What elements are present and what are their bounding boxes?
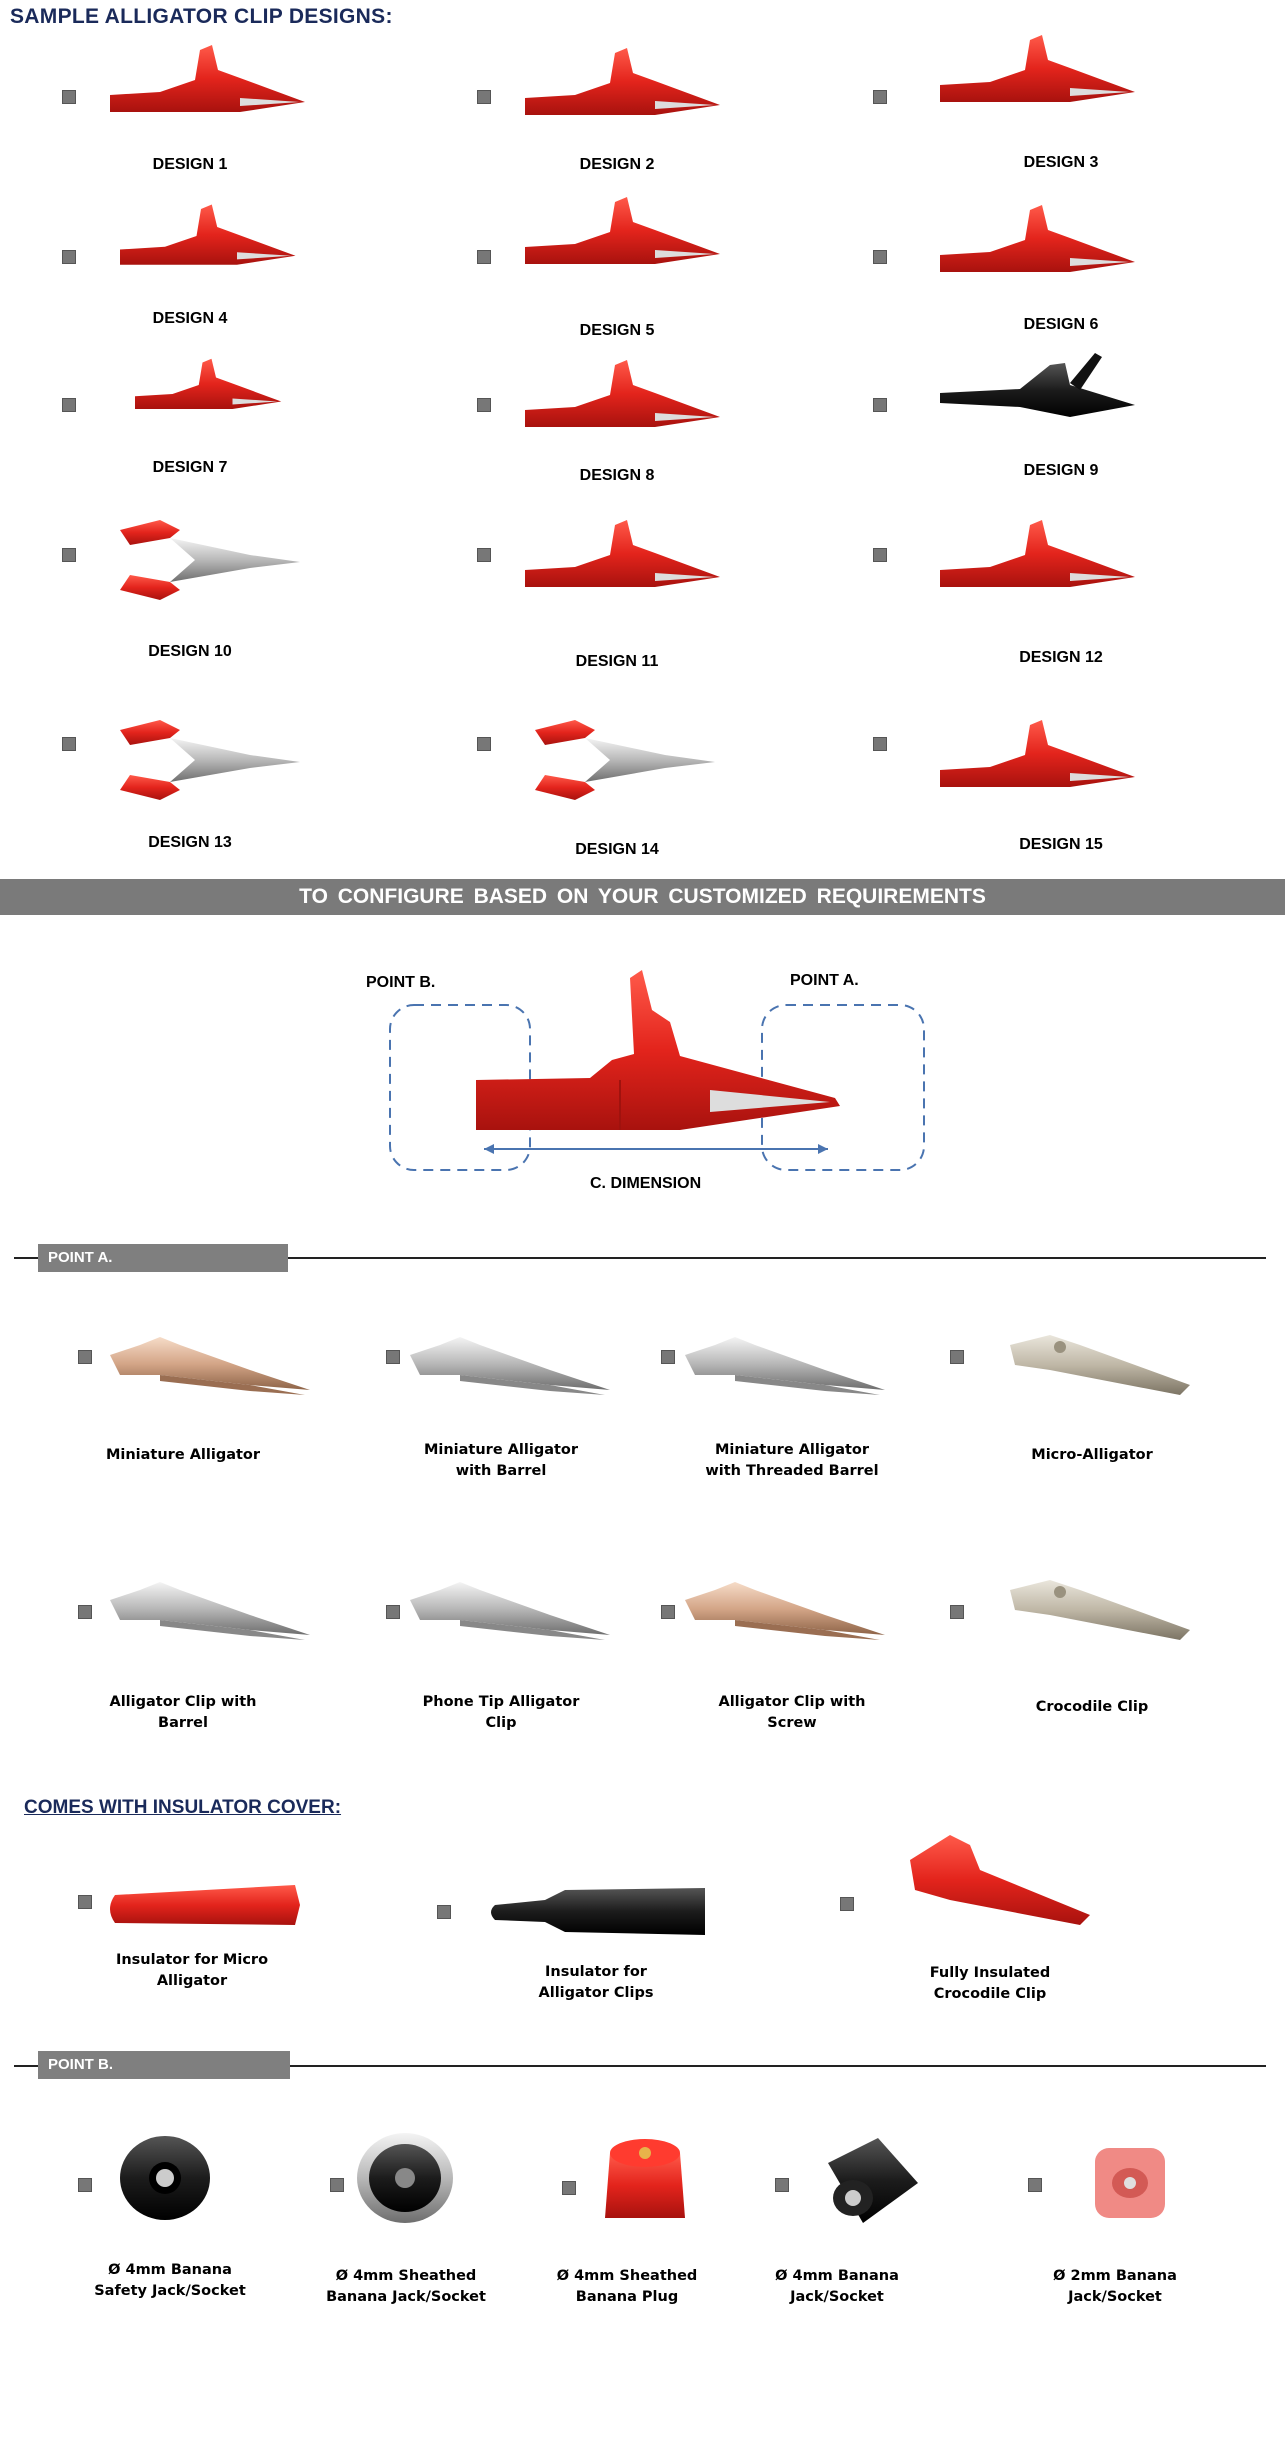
design-4-label: DESIGN 4 (152, 310, 228, 327)
design-14-image (515, 690, 735, 830)
point-b-item-4-checkbox[interactable] (775, 2178, 789, 2192)
point-b-item-1-image (105, 2123, 225, 2243)
point-a-item-5-checkbox[interactable] (78, 1605, 92, 1619)
point-a-item-2-image (400, 1300, 620, 1430)
design-13-checkbox[interactable] (62, 737, 76, 751)
point-b-item-2-label (286, 2266, 526, 2308)
design-3-label: DESIGN 3 (1023, 154, 1099, 171)
point-a-item-2-checkbox[interactable] (386, 1350, 400, 1364)
item-label-line-1: Ø 4mm Sheathed (556, 2268, 698, 2284)
item-label-line-1: Ø 4mm Banana (108, 2262, 232, 2278)
design-1-checkbox[interactable] (62, 90, 76, 104)
point-b-item-2-checkbox[interactable] (330, 2178, 344, 2192)
point-b-item-2-image (345, 2123, 465, 2243)
point-b-item-5-image (1070, 2123, 1190, 2243)
item-label-line-1: Fully Insulated (929, 1965, 1051, 1981)
item-label-line-2: Barrel (158, 1715, 208, 1731)
design-2-label: DESIGN 2 (579, 156, 655, 173)
item-label-line-2: Jack/Socket (790, 2289, 884, 2305)
point-a-item-1-label (63, 1445, 303, 1466)
design-10-image (100, 495, 320, 625)
item-label-line-1: Miniature Alligator (423, 1442, 579, 1458)
point-b-item-3-label (507, 2266, 747, 2308)
insulator-item-1-label (72, 1950, 312, 1992)
point-a-item-4-label (972, 1445, 1212, 1466)
item-label-line-1: Micro-Alligator (1031, 1447, 1153, 1463)
design-7-image (100, 355, 320, 430)
design-14-checkbox[interactable] (477, 737, 491, 751)
point-b-item-4-image (808, 2123, 928, 2243)
design-12-checkbox[interactable] (873, 548, 887, 562)
design-2-image (515, 38, 735, 148)
design-10-checkbox[interactable] (62, 548, 76, 562)
point-a-item-6-checkbox[interactable] (386, 1605, 400, 1619)
item-label-line-2: Safety Jack/Socket (94, 2283, 246, 2299)
item-label-line-2: Clip (485, 1715, 517, 1731)
item-label-line-2: Screw (767, 1715, 817, 1731)
point-a-item-3-checkbox[interactable] (661, 1350, 675, 1364)
point-b-item-1-checkbox[interactable] (78, 2178, 92, 2192)
design-7-checkbox[interactable] (62, 398, 76, 412)
design-15-image (930, 695, 1150, 835)
point-b-item-5-label (995, 2266, 1235, 2308)
design-6-image (930, 195, 1150, 305)
design-11-label: DESIGN 11 (575, 653, 659, 670)
design-10-label: DESIGN 10 (148, 643, 232, 660)
design-9-label: DESIGN 9 (1023, 462, 1099, 479)
point-a-item-1-checkbox[interactable] (78, 1350, 92, 1364)
design-4-checkbox[interactable] (62, 250, 76, 264)
point-b-item-5-checkbox[interactable] (1028, 2178, 1042, 2192)
configure-banner: TO CONFIGURE BASED ON YOUR CUSTOMIZED REQUIREMENTS (0, 879, 1285, 915)
point-a-item-7-image (675, 1545, 895, 1675)
design-9-checkbox[interactable] (873, 398, 887, 412)
dimension-arrow-right-icon (818, 1144, 828, 1154)
design-3-checkbox[interactable] (873, 90, 887, 104)
design-12-label: DESIGN 12 (1019, 649, 1103, 666)
design-15-label: DESIGN 15 (1019, 836, 1103, 853)
point-a-item-1-image (100, 1300, 320, 1430)
design-11-image (515, 500, 735, 630)
point-a-item-5-image (100, 1545, 320, 1675)
design-6-checkbox[interactable] (873, 250, 887, 264)
point-b-item-1-label (50, 2260, 290, 2302)
design-6-label: DESIGN 6 (1023, 316, 1099, 333)
point-a-item-2-label (381, 1440, 621, 1482)
point-b-section-title: POINT B. (38, 2051, 290, 2079)
item-label-line-1: Miniature Alligator (714, 1442, 870, 1458)
insulator-item-2-checkbox[interactable] (437, 1905, 451, 1919)
point-a-item-4-checkbox[interactable] (950, 1350, 964, 1364)
design-5-label: DESIGN 5 (579, 322, 655, 339)
dimension-label: C. DIMENSION (590, 1175, 702, 1192)
insulator-item-1-checkbox[interactable] (78, 1895, 92, 1909)
item-label-line-2: with Threaded Barrel (705, 1463, 879, 1479)
insulator-item-2-label (476, 1962, 716, 2004)
point-a-item-8-label (972, 1697, 1212, 1718)
item-label-line-1: Insulator for (545, 1964, 647, 1980)
item-label-line-1: Alligator Clip with (718, 1694, 866, 1710)
design-1-image (100, 35, 320, 145)
design-5-image (515, 192, 735, 292)
design-13-image (100, 690, 320, 830)
item-label-line-1: Ø 4mm Banana (775, 2268, 899, 2284)
point-a-item-3-label (672, 1440, 912, 1482)
point-a-item-6-image (400, 1545, 620, 1675)
design-11-checkbox[interactable] (477, 548, 491, 562)
insulator-section-title: COMES WITH INSULATOR COVER: (24, 1797, 342, 1818)
point-b-label: POINT B. (366, 974, 436, 991)
point-a-item-7-label (672, 1692, 912, 1734)
item-label-line-2: Banana Plug (575, 2289, 679, 2305)
design-5-checkbox[interactable] (477, 250, 491, 264)
insulator-item-2-image (485, 1855, 705, 1965)
design-8-label: DESIGN 8 (579, 467, 655, 484)
point-a-item-3-image (675, 1300, 895, 1430)
item-label-line-1: Crocodile Clip (1035, 1699, 1149, 1715)
design-1-label: DESIGN 1 (152, 156, 228, 173)
point-a-section-title: POINT A. (38, 1244, 288, 1272)
design-9-image (930, 345, 1150, 445)
point-a-item-7-checkbox[interactable] (661, 1605, 675, 1619)
item-label-line-2: Alligator (156, 1973, 228, 1989)
design-2-checkbox[interactable] (477, 90, 491, 104)
design-12-image (930, 505, 1150, 625)
point-b-item-4-label (717, 2266, 957, 2308)
point-b-item-3-checkbox[interactable] (562, 2181, 576, 2195)
page-title: SAMPLE ALLIGATOR CLIP DESIGNS: (10, 5, 393, 28)
item-label-line-1: Insulator for Micro (115, 1952, 269, 1968)
point-a-label: POINT A. (790, 972, 859, 989)
insulator-item-3-checkbox[interactable] (840, 1897, 854, 1911)
design-14-label: DESIGN 14 (575, 841, 659, 858)
insulator-item-1-image (105, 1850, 325, 1960)
design-15-checkbox[interactable] (873, 737, 887, 751)
item-label-line-2: Alligator Clips (538, 1985, 654, 2001)
alligator-clip-diagram-image (476, 970, 840, 1130)
point-a-item-5-label (63, 1692, 303, 1734)
design-3-image (930, 30, 1150, 130)
point-a-item-4-image (990, 1300, 1210, 1430)
point-a-item-8-image (990, 1545, 1210, 1675)
item-label-line-2: with Barrel (455, 1463, 547, 1479)
insulator-item-3-image (890, 1825, 1110, 1935)
design-8-image (515, 355, 735, 455)
design-4-image (100, 200, 320, 290)
item-label-line-1: Phone Tip Alligator (422, 1694, 580, 1710)
design-8-checkbox[interactable] (477, 398, 491, 412)
design-7-label: DESIGN 7 (152, 459, 228, 476)
item-label-line-1: Alligator Clip with (109, 1694, 257, 1710)
point-b-item-3-image (585, 2123, 705, 2243)
item-label-line-1: Miniature Alligator (105, 1447, 261, 1463)
point-a-item-6-label (381, 1692, 621, 1734)
point-a-item-8-checkbox[interactable] (950, 1605, 964, 1619)
item-label-line-2: Jack/Socket (1068, 2289, 1162, 2305)
item-label-line-1: Ø 4mm Sheathed (335, 2268, 477, 2284)
insulator-item-3-label (870, 1963, 1110, 2005)
dimension-arrow-left-icon (484, 1144, 494, 1154)
item-label-line-1: Ø 2mm Banana (1053, 2268, 1177, 2284)
configuration-diagram (380, 960, 940, 1180)
item-label-line-2: Crocodile Clip (933, 1986, 1047, 2002)
design-13-label: DESIGN 13 (148, 834, 232, 851)
item-label-line-2: Banana Jack/Socket (326, 2289, 486, 2305)
